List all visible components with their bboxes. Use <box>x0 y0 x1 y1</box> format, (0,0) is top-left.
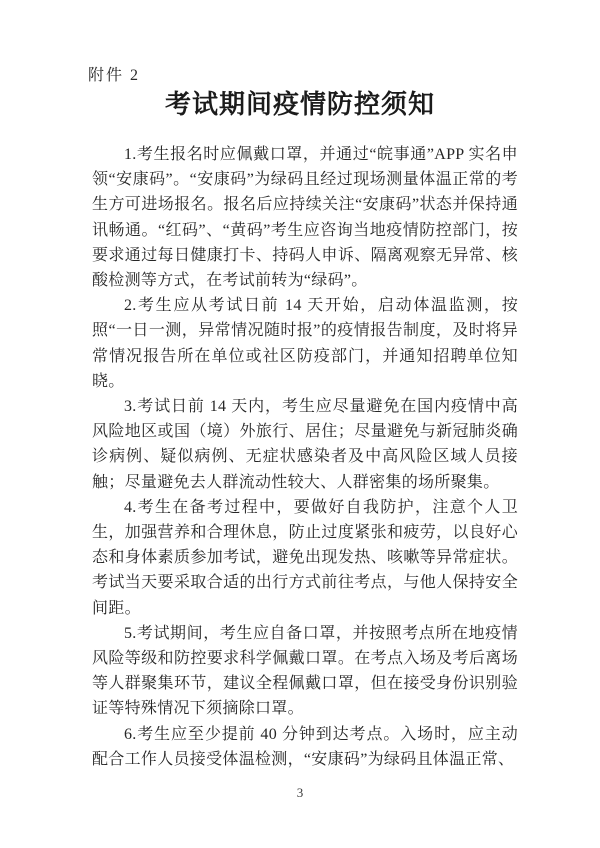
paragraph-2: 2.考生应从考试日前 14 天开始，启动体温监测，按照“一日一测，异常情况随时报”的疫情报告制度，及时将异常情况报告所在单位或社区防疫部门，并通知招聘单位知晓。 <box>92 297 518 390</box>
page-number: 3 <box>296 785 304 800</box>
document-body <box>92 142 518 772</box>
paragraph-5: 5.考试期间，考生应自备口罩，并按照考点所在地疫情风险等级和防控要求科学佩戴口罩。在考点入场及考后离场等人群聚集环节，建议全程佩戴口罩，但在接受身份识别验证等特殊情况下须摘除口罩。 <box>92 624 518 718</box>
paragraph-3: 3.考试日前 14 天内，考生应尽量避免在国内疫情中高风险地区或国（境）外旅行、居住；尽量避免与新冠肺炎确诊病例、疑似病例、无症状感染者及中高风险区域人员接触；尽量避免去人群流动性较大、人群密集的场所聚集。 <box>92 398 518 491</box>
attachment-label: 附件 2 <box>88 67 141 84</box>
paragraph-1: 1.考生报名时应佩戴口罩，并通过“皖事通”APP 实名申领“安康码”。“安康码”为绿码且经过现场测量体温正常的考生方可进场报名。报名后应持续关注“安康码”状态并保持通讯畅通。“红码”、“黄码”考生应咨询当地疫情防控部门，按要求通过每日健康打卡、持码人申诉、隔离观察无异常、核酸检测等方式，在考试前转为“绿码”。 <box>92 146 518 290</box>
paragraph-4: 4.考生在备考过程中，要做好自我防护，注意个人卫生，加强营养和合理休息，防止过度紧张和疲劳，以良好心态和身体素质参加考试，避免出现发热、咳嗽等异常症状。考试当天要采取合适的出行方式前往考点，与他人保持安全间距。 <box>92 498 518 617</box>
page-title: 考试期间疫情防控须知 <box>164 90 435 119</box>
paragraph-6: 6.考生应至少提前 40 分钟到达考点。入场时，应主动配合工作人员接受体温检测，“安康码”为绿码且体温正常、 <box>92 725 518 768</box>
